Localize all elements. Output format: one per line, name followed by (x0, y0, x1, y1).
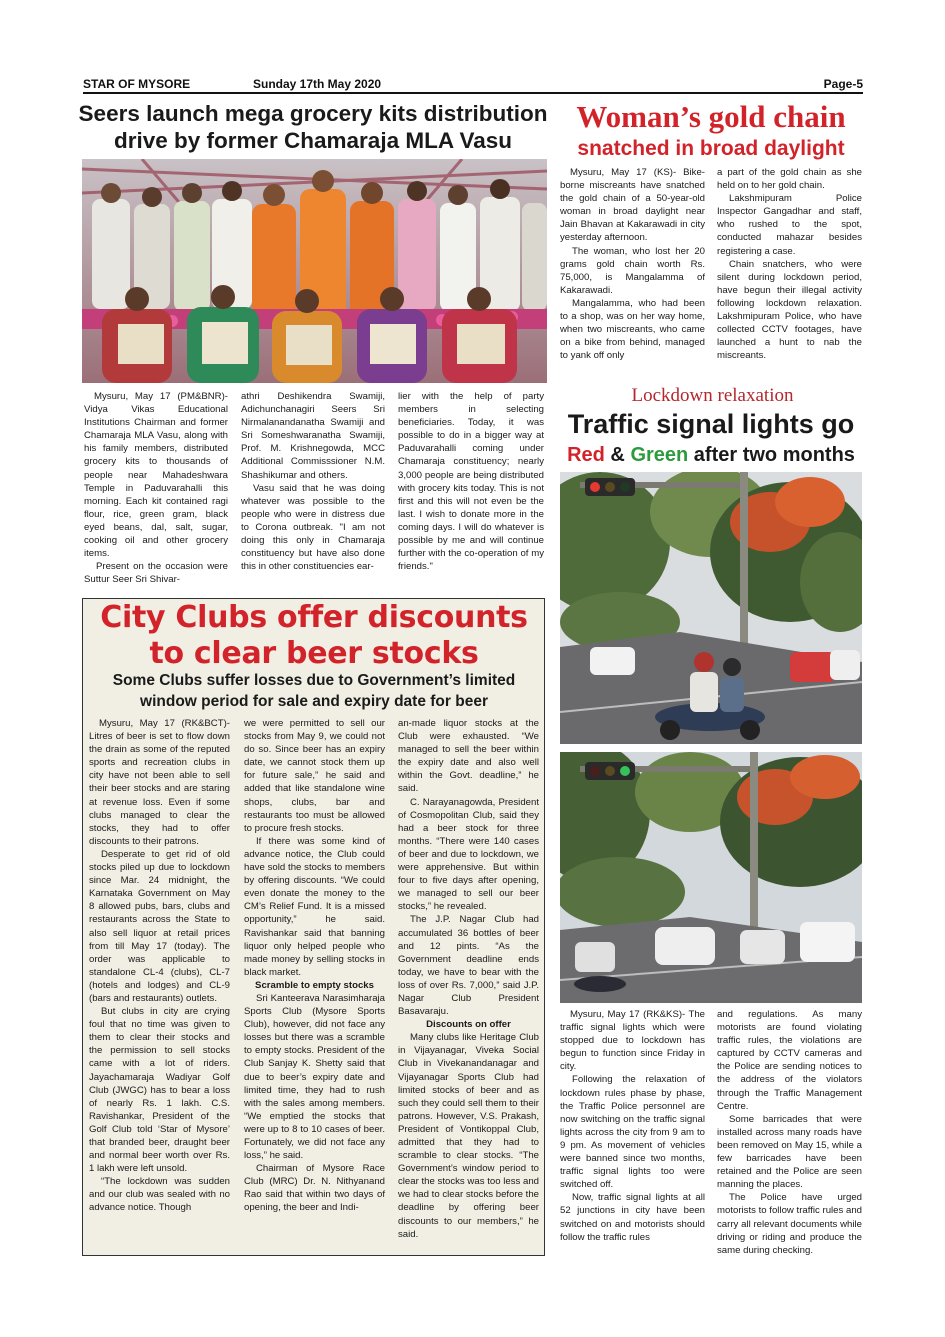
seers-column-2 (241, 390, 385, 573)
seers-headline-line1: Seers launch mega grocery kits distribution (78, 101, 548, 126)
paragraph: If there was some kind of advance notice, the Club could have sold the stocks to members by offering discounts. “We could even donate the money to the CM’s Relief Fund. It is a missed opportunity,” he said. Ravishankar said that banning liquor only helped people who made money by selling stocks in black market. (244, 835, 385, 978)
seers-headline-line2: drive by former Chamaraja MLA Vasu (113, 128, 513, 153)
subhead-discounts: Discounts on offer (426, 1019, 511, 1031)
traffic-subhead (555, 442, 867, 468)
issue-date: Sunday 17th May 2020 (253, 77, 382, 91)
paragraph: “The lockdown was sudden and our club was sealed with no advance notice. Though (89, 1176, 230, 1214)
seers-column-3 (398, 390, 544, 573)
paragraph: Sri Kanteerava Narasimharaja Sports Club (Mysore Sports Club), however, did not face any losses but there was a scramble to empty stocks. President of the Club Sanjay K. Shetty said that due to beer’s expiry date and limited time, they had to rush with the sales among members. “We emptied the stocks that were up to 8 to 10 cases of beer. Fortunately, we did not face any loss,” he said. (244, 992, 385, 1162)
paragraph: Some barricades that were installed across many roads have been removed on May 15, while a few barricades have been retained and the Police are seen manning the places. (717, 1113, 862, 1191)
paragraph: Mysuru, May 17 (RK&BCT)- Litres of beer is set to flow down the drain as some of the reputed sports and recreation clubs in city have not been able to sell their beer stocks and are staring at revenue loss. Even if some clubs managed to clear the stocks, they had to offer discounts to their patrons. (89, 718, 230, 847)
paper-name: STAR OF MYSORE (83, 77, 191, 91)
gold-column-2 (717, 166, 862, 362)
paragraph: The J.P. Nagar Club had accumulated 36 bottles of beer and 12 pints. “As the Government deadline ends today, we have to bear with the loss of over Rs. 7,000,” said J.P. Nagar Club President Basavaraju. (398, 914, 539, 1018)
clubs-column-3 (398, 717, 539, 1241)
paragraph: Mysuru, May 17 (PM&BNR)- Vidya Vikas Educational Institutions Chairman and former Chamaraja MLA Vasu, along with his family members, distributed grocery kits to thousands of people near Mahadeshwara Temple in Paduvarahalli this morning. Each kit contained ragi flour, rice, green gram, black eyed beans, dal, salt, sugar, cooking oil and other grocery items. (84, 391, 228, 560)
seers-photo (82, 159, 547, 383)
paragraph: Present on the occasion were Suttur Seer Sri Shivar- (84, 561, 228, 586)
paragraph: we were permitted to sell our stocks from May 9, we could not do so. Since beer has an expiry date, we cannot stock them up for future sale,” he said and added that like standalone wine shops, clubs, bar and restaurants too must be allowed to procure fresh stocks. (244, 718, 385, 834)
gold-column-1 (560, 166, 705, 362)
paragraph: Chairman of Mysore Race Club (MRC) Dr. N. Nithyanand Rao said that within two days of opening, the beer and Indi- (244, 1163, 385, 1214)
paragraph: The Police have urged motorists to follow traffic rules and carry all relevant documents while driving or riding and produce the same during checking. (717, 1192, 862, 1256)
seers-column-1 (84, 390, 228, 586)
gold-subhead: snatched in broad daylight (577, 137, 845, 160)
subhead-amp: & (604, 444, 631, 466)
paragraph: Lakshmipuram Police Inspector Gangadhar and staff, who rushed to the spot, conducted mahazar besides registering a case. (717, 193, 862, 257)
paragraph: Chain snatchers, who were silent during lockdown period, have begun their illegal activity following lockdown relaxation. Lakshmipuram Police, who have collected CCTV footages, have launched a hunt to nab the miscreants. (717, 258, 862, 362)
traffic-column-1 (560, 1008, 705, 1244)
masthead (83, 76, 863, 94)
clubs-headline (84, 600, 544, 672)
paragraph: Many clubs like Heritage Club in Vijayanagar, Viveka Social Club in Vivekanandanagar and Vijayanagar Sports Club had limited stocks of beer and as such they could sell them to their patrons. However, V.S. Prakash, President of Vontikoppal Club, admitted that they had to scramble to clear stocks. “The Government’s window period to clear the stocks was too less and we had to clear stocks before the deadline by offering beer discounts to our members,” he said. (398, 1032, 539, 1240)
paragraph: Following the relaxation of lockdown rules phase by phase, the Traffic Police personnel are now switching on the traffic signal lights across the city from 9 am to 9 pm. As movement of vehicles were banned since two months, traffic signal lights too were switched off. (560, 1074, 705, 1191)
paragraph: But clubs in city are crying foul that no time was given to them to clear their stocks and the permission to sell stocks came with a lot of riders. Jayachamaraja Wadiyar Golf Club (JWGC) has to bear a loss of nearly Rs. 1 lakh. C.S. Ravishankar, President of the Golf Club told ‘Star of Mysore’ that branded beer, draught beer and normal beer worth over Rs. 1 lakh were left unsold. (89, 1006, 230, 1175)
paragraph: Vasu said that he was doing whatever was possible to the people who were in distress due to Corona outbreak. "I am not doing this only in Chamaraja constituency but have also done this in other constituencies ear- (241, 482, 385, 573)
traffic-kicker: Lockdown relaxation (631, 385, 794, 406)
clubs-subhead: Some Clubs suffer losses due to Government’s limited window period for sale and expiry date for beer (112, 672, 516, 710)
subhead-green: Green (630, 444, 689, 466)
page-number: Page-5 (823, 77, 863, 91)
paragraph: an-made liquor stocks at the Club were exhausted. “We managed to sell the beer within the expiry date and also well within the Govt. deadline,” he said. (398, 718, 539, 795)
paragraph: Now, traffic signal lights at all 52 junctions in city have been switched on and motorists should follow the traffic rules (560, 1192, 705, 1243)
paragraph: C. Narayanagowda, President of Cosmopolitan Club, said they had a beer stock for three months. “There were 140 cases of beer and due to lockdown, we were apprehensive. But within four to five days after opening, we managed to sell our beer stocks,” he revealed. (398, 796, 539, 913)
traffic-photo-red (560, 472, 862, 744)
traffic-column-2 (717, 1008, 862, 1257)
paragraph: a part of the gold chain as she held on to her gold chain. (717, 167, 862, 192)
paragraph: lier with the help of party members in selecting beneficiaries. Today, it was possible to do in a bigger way at Paduvarahalli coming under Chamaraja constituency; nearly 3,000 people are being distributed with grocery kits today. This is not first and this will not even be the last. I wish to donate more in the coming days. I will do whatever is possible by me and will continue further with the co-operation of my friends." (398, 391, 544, 573)
gold-headline: Woman’s gold chain (576, 99, 846, 134)
clubs-column-1 (89, 717, 230, 1215)
paragraph: The woman, who lost her 20 grams gold chain worth Rs. 75,000, is Mangalamma of Kakarawadi. (560, 245, 705, 296)
clubs-column-2 (244, 717, 385, 1215)
seers-headline (78, 100, 548, 154)
clubs-headline-line2: to clear beer stocks (149, 636, 479, 671)
subhead-red: Red (567, 444, 605, 466)
traffic-photo-green (560, 752, 862, 1003)
paragraph: Mysuru, May 17 (RK&KS)- The traffic signal lights which were stopped due to lockdown has begun to function since Friday in city. (560, 1009, 705, 1073)
paragraph: Desperate to get rid of old stocks piled up due to lockdown since Mar. 24 midnight, the Karnataka Government on May 8 allowed pubs, bars, clubs and restaurants across the State to also sell liquor at retail prices from till May 17 (today). The order was applicable to standalone CL-4 (clubs), CL-7 (hotels and lodges) and CL-9 (bars and restaurants) outlets. (89, 848, 230, 1004)
paragraph: Mangalamma, who had been to a shop, was on her way home, when two miscreants, who came on a bike from behind, managed to yank off only (560, 297, 705, 362)
paragraph: athri Deshikendra Swamiji, Adichunchanagiri Seers Sri Nirmalanandanatha Swamiji and Sri Someshwaranatha Swamiji, Prof. M. Krishnegowda, MCC Additional Commisssioner N.M. Shashikumar and others. (241, 391, 385, 481)
paragraph: Mysuru, May 17 (KS)- Bike-borne miscreants have snatched the gold chain of a 50-year-old woman in broad daylight near Jain Bhavan at Kakarawadi in city yesterday afternoon. (560, 167, 705, 244)
subhead-rest: after two months (688, 444, 855, 466)
subhead-scramble: Scramble to empty stocks (255, 979, 374, 991)
traffic-headline: Traffic signal lights go (567, 409, 855, 439)
paragraph: and regulations. As many motorists are found violating traffic rules, the violations are captured by CCTV cameras and the Police are sending notices to the address of the violators through the Traffic Management Centre. (717, 1009, 862, 1112)
clubs-headline-line1: City Clubs offer discounts (100, 600, 528, 635)
